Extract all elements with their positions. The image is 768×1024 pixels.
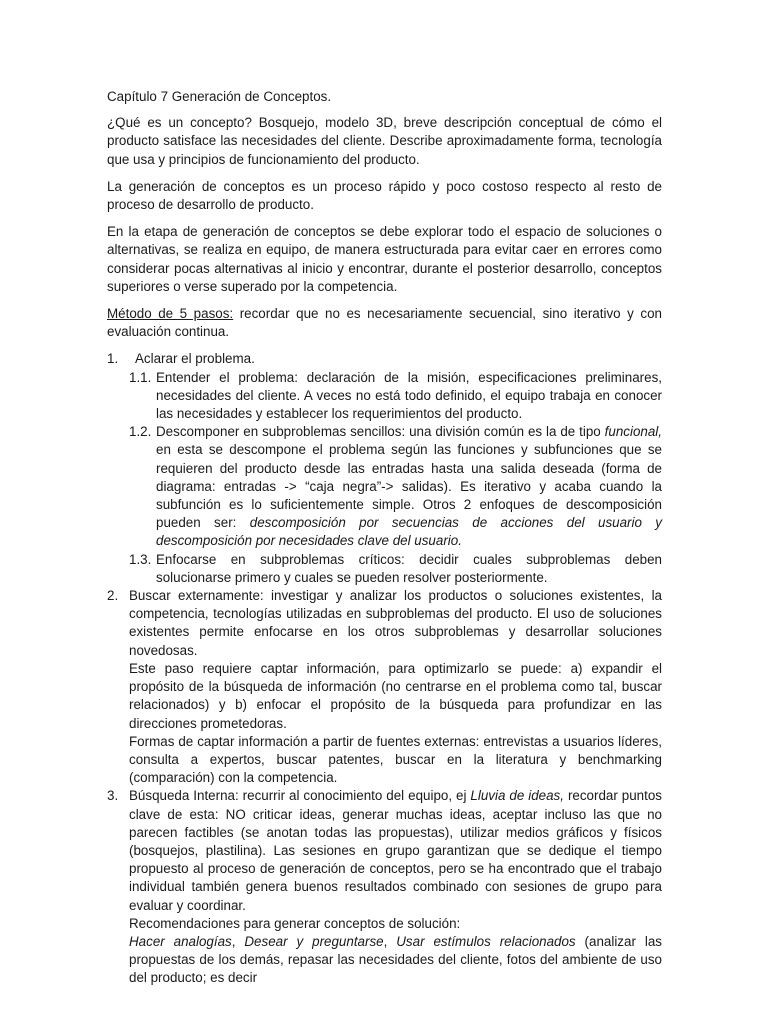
substep-1-1-number: 1.1. <box>129 369 152 385</box>
substep-1-1 <box>129 369 662 424</box>
paragraph-concept-generation: La generación de conceptos es un proceso rápido y poco costoso respecto al resto de proceso de desarrollo de producto. <box>107 178 662 213</box>
step-3-paragraph-1 <box>129 787 662 914</box>
substep-1-2-italic-b: descomposición por secuencias de acciones del usuario y descomposición por necesidades clave del usuario. <box>156 515 662 549</box>
paragraph-concept-definition: ¿Qué es un concepto? Bosquejo, modelo 3D, breve descripción conceptual de cómo el producto satisface las necesidades del cliente. Describe aproximadamente forma, tecnología que usa y principios de funcionamiento del producto. <box>107 115 662 167</box>
chapter-title: Capítulo 7 Generación de Conceptos. <box>107 89 332 104</box>
step-2-number: 2. <box>107 588 119 604</box>
step-3-recommendations <box>129 933 662 988</box>
reco-text: (analizar las propuestas de los demás, repasar las necesidades del cliente, fotos del ambiente de uso del producto; es decir <box>129 933 662 986</box>
step-2-paragraph-2: Este paso requiere captar información, para optimizarlo se puede: a) expandir el propósito de la búsqueda de información (no centrarse en el problema como tal, buscar relacionados) y b) enfocar el propósito de la búsqueda para profundizar en las direcciones prometedoras. <box>129 660 662 731</box>
substep-1-2 <box>129 423 662 550</box>
method-paragraph <box>107 305 662 341</box>
reco-sep-1: , <box>231 933 245 949</box>
step-3-italic-a: Lluvia de ideas, <box>470 788 564 804</box>
method-label: Método de 5 pasos: <box>107 306 234 322</box>
substep-1-2-text-a: Descomponer en subproblemas sencillos: una división común es la de tipo <box>156 424 605 440</box>
substep-1-2-text <box>156 423 662 550</box>
substep-1-3-text: Enfocarse en subproblemas críticos: decidir cuales subproblemas deben solucionarse primero y cuales se pueden resolver posteriormente. <box>156 551 662 585</box>
steps-list <box>107 350 662 987</box>
substep-1-2-italic-a: funcional, <box>604 424 662 440</box>
reco-wish: Desear y preguntarse <box>244 933 384 949</box>
reco-analogies: Hacer analogías <box>129 933 232 949</box>
step-2-paragraph-3: Formas de captar información a partir de fuentes externas: entrevistas a usuarios líderes, consulta a expertos, buscar patentes, buscar en la literatura y benchmarking (comparación) con la competencia. <box>129 733 662 786</box>
step-3-text-a: Búsqueda Interna: recurrir al conocimiento del equipo, ej <box>129 788 471 804</box>
document-page <box>107 88 662 988</box>
step-1-heading: Aclarar el problema. <box>135 351 255 367</box>
substep-1-2-text-b: en esta se descompone el problema según las funciones y subfunciones que se requieren del producto desde las entradas hasta una salida deseada (forma de diagrama: entradas -> “caja negra”-> salidas). Es iterativo y acaba cuando la subfunción es lo suficientemente simple. Otros 2 enfoques de descomposición pueden ser: <box>156 442 662 531</box>
substep-1-3-number: 1.3. <box>129 551 152 567</box>
substep-1-2-number: 1.2. <box>129 424 152 440</box>
step-2 <box>107 587 662 787</box>
substep-1-1-text: Entender el problema: declaración de la misión, especificaciones preliminares, necesidades del cliente. A veces no está todo definido, el equipo trabaja en conocer las necesidades y establecer los requerimientos del producto. <box>156 369 662 422</box>
substep-1-3 <box>129 551 662 587</box>
step-3 <box>107 787 662 987</box>
paragraph-exploration: En la etapa de generación de conceptos se debe explorar todo el espacio de soluciones o alternativas, se realiza en equipo, de manera estructurada para evitar caer en errores como considerar pocas alternativas al inicio y encontrar, durante el posterior desarrollo, conceptos superiores o verse superado por la competencia. <box>107 224 662 294</box>
step-1 <box>107 350 662 587</box>
method-text: recordar que no es necesariamente secuencial, sino iterativo y con evaluación continua. <box>107 306 662 340</box>
step-2-paragraph-1: Buscar externamente: investigar y analizar los productos o soluciones existentes, la competencia, tecnologías utilizadas en subproblemas del producto. El uso de soluciones existentes permite enfocarse en los otros subproblemas y desarrollar soluciones novedosas. <box>129 588 662 658</box>
reco-sep-2: , <box>383 933 397 949</box>
step-3-recommendations-heading: Recomendaciones para generar conceptos de solución: <box>129 915 461 931</box>
reco-stimuli: Usar estímulos relacionados <box>396 933 576 949</box>
step-3-text-b: recordar puntos clave de esta: NO criticar ideas, generar muchas ideas, aceptar incluso las que no parecen factibles (se anotan todas las propuestas), utilizar medios gráficos y físicos (bosquejos, plastilina). Las sesiones en grupo garantizan que se dedique el tiempo propuesto al proceso de generación de conceptos, pero se ha encontrado que el trabajo individual también genera buenos resultados combinado con sesiones de grupo para evaluar y coordinar. <box>129 788 662 913</box>
step-3-number: 3. <box>107 788 119 804</box>
step-1-number: 1. <box>107 351 119 367</box>
